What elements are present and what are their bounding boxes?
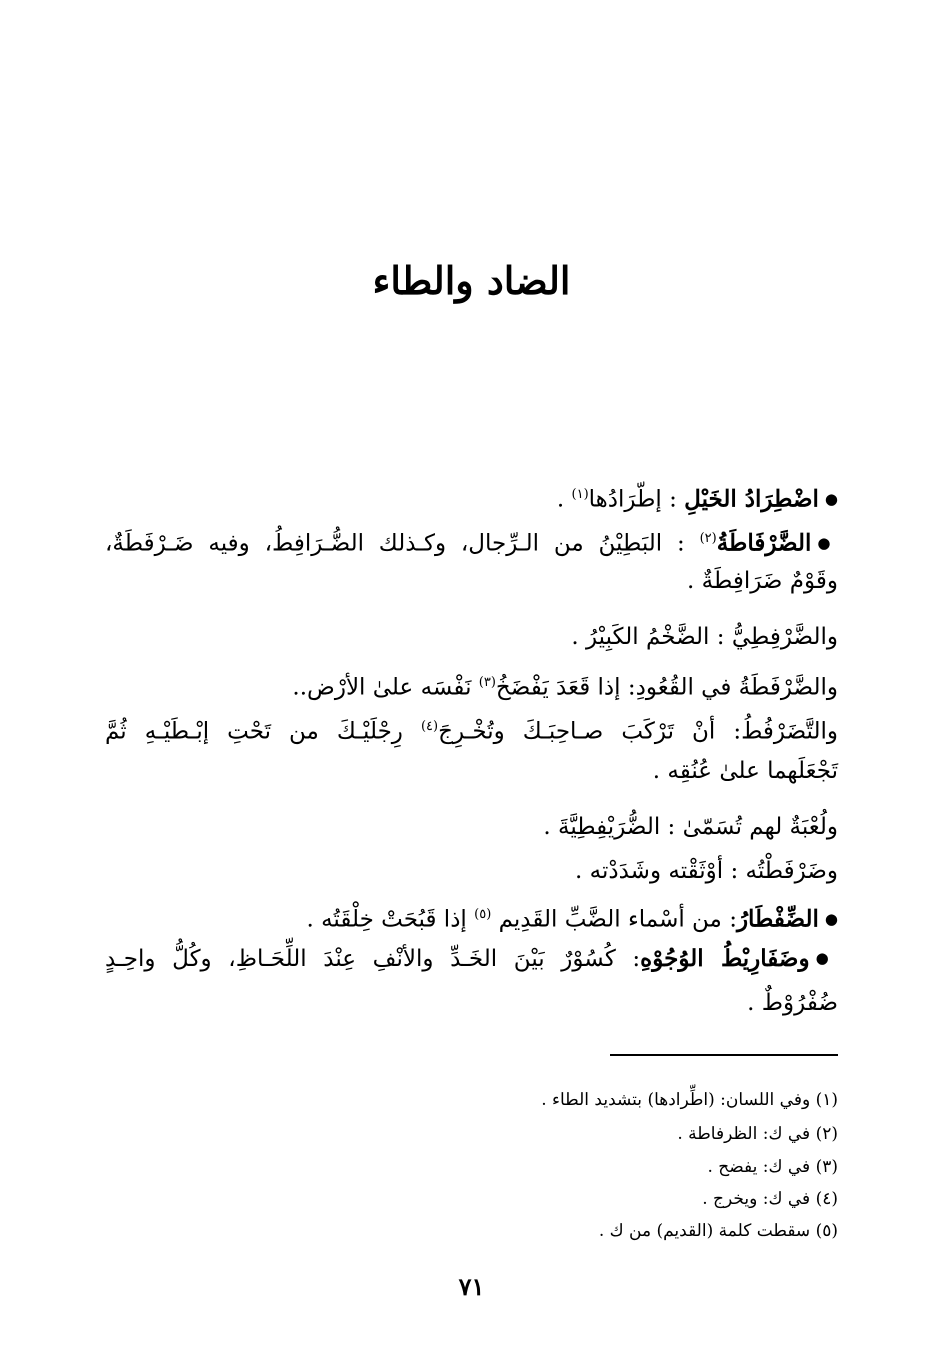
entry-text-end: . [556,486,572,513]
footnote-ref: (٢) [699,531,717,546]
entry-line-4 [105,620,838,654]
entry-term: وضَفَارِيْطُ الوُجُوْهِ [640,945,810,972]
footnote-2: (٢) في ك: الظرفاطة . [677,1124,838,1144]
entry-text: ضُفْرُوْطٌ . [747,990,838,1016]
chapter-title: الضاد والطاء [372,258,571,303]
entry-text-end: إذا قَبُحَتْ خِلْقَتُه . [306,906,475,933]
entry-line-8 [105,810,838,844]
entry-text-end: نَفْسَه علىٰ الأرْض.. [292,674,479,701]
entry-text: ولُعْبَةٌ لهم تُسَمّىٰ : الضُّرَيْفِطِيَّةَ . [543,814,838,840]
entry-text: تَجْعَلَهما علىٰ عُنُقِه . [652,758,838,784]
footnote-5: (٥) سقطت كلمة (القديم) من ك . [598,1221,838,1241]
footnote-4: (٤) في ك: ويخرج . [702,1189,838,1209]
entry-line-6 [105,710,838,749]
entry-term: الضَّرْفَاطَةُ [716,529,812,557]
entry-text-end: رِجْلَيْـكَ من تَحْتِ إبْـطَيْـهِ ثُمَّ [105,718,421,745]
entry-text: : من أسْماء الضَّبِّ القَدِيم [491,906,737,933]
entry-line-7 [105,754,838,788]
entry-line-3 [105,564,838,598]
bullet-icon: ● [815,949,839,967]
page-number: ٧١ [458,1272,485,1301]
footnote-3: (٣) في ك: يفضح . [707,1157,838,1177]
entry-text: وقَوْمٌ ضَرَافِطَةٌ . [687,568,838,594]
bullet-icon: ● [824,489,838,508]
footnote-ref: (١) [571,487,589,502]
entry-text: وضَرْفَطْتُه : أوْثَقْته وشَدَدْته . [575,858,838,884]
entry-line-5 [105,666,838,705]
entry-line-1 [105,478,838,519]
bullet-icon: ● [824,909,838,928]
entry-text: : كُسُوْرٌ بَيْنَ الخَـدِّ والأنْفِ عِنْدَ اللِّحَـاظِ، وكُلُّ واحِـدٍ [105,946,641,972]
footnote-ref: (٥) [474,907,492,922]
footnote-ref: (٣) [478,675,496,690]
entry-line-2 [105,522,838,563]
entry-text: : إطّرَادُها [588,486,685,513]
footnote-divider [610,1054,838,1056]
entry-term: اضْطِرَادُ الخَيْلِ [684,485,819,513]
entry-line-12 [105,986,838,1020]
entry-line-9 [105,854,838,888]
entry-text: : البَطِيْنُ من الـرِّجال، وكـذلك الضُّـرَافِطُ، وفيه ضَـرْفَطَةٌ، [105,530,700,557]
entry-text: والضَّرْفَطَةُ في القُعُودِ: إذا قَعَدَ يَفْضَخُ [495,674,838,701]
entry-line-10 [105,898,838,939]
footnote-1: (١) وفي اللسان: (اطِّرادها) بتشديد الطاء . [541,1090,838,1110]
entry-line-11 [105,942,838,978]
footnote-ref: (٤) [420,719,439,734]
entry-text: والضَّرْفِطِيُّ : الضَّخْمُ الكَبِيْرُ . [571,624,838,650]
entry-text: والتَّضَرْفُطُ: أنْ تَرْكَبَ صـاحِبَـكَ وتُخْـرِجَ [438,718,838,745]
entry-term: الضِّفْطَارُ [736,905,819,933]
bullet-icon: ● [817,533,838,552]
